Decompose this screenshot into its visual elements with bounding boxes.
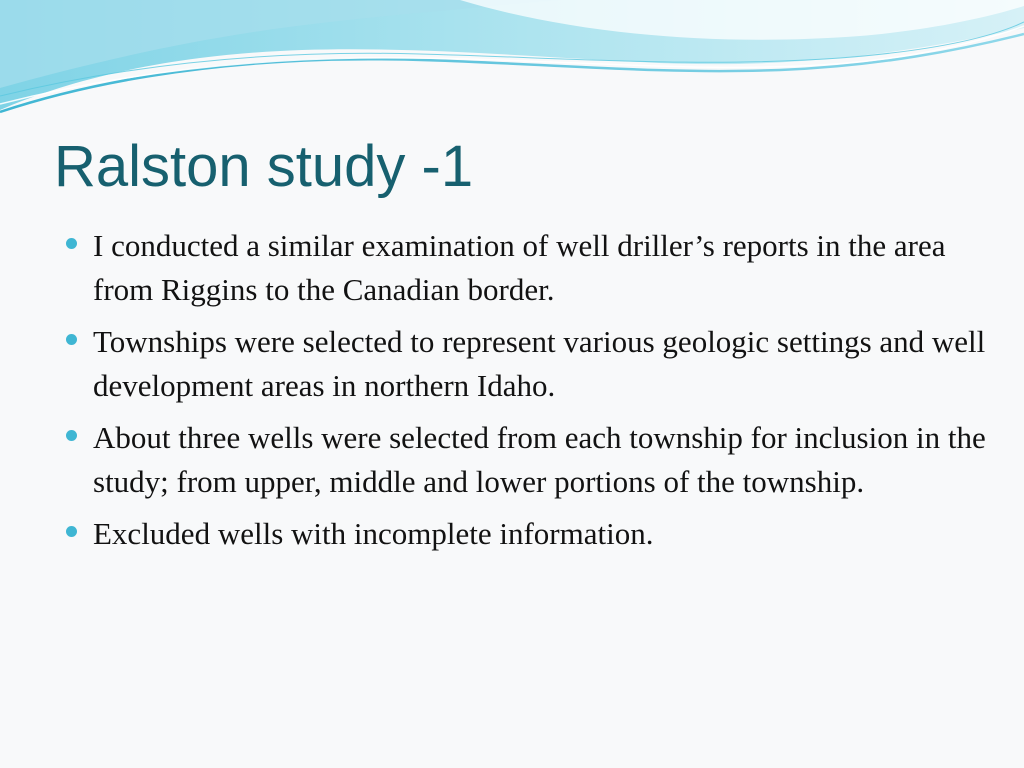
filled-circle-bullet-icon	[66, 334, 77, 345]
bullet-item	[62, 224, 992, 312]
bullet-item	[62, 416, 992, 504]
decorative-wave-header	[0, 0, 1024, 140]
bullet-text: I conducted a similar examination of well driller’s reports in the area from Riggins to the Canadian border.	[93, 228, 946, 307]
bullet-item	[62, 320, 992, 408]
bullet-text: Townships were selected to represent various geologic settings and well development areas in northern Idaho.	[93, 324, 986, 403]
bullet-list	[62, 224, 992, 564]
bullet-text: Excluded wells with incomplete information.	[93, 516, 654, 551]
slide-title: Ralston study -1	[54, 134, 474, 199]
bullet-item	[62, 512, 992, 556]
filled-circle-bullet-icon	[66, 526, 77, 537]
filled-circle-bullet-icon	[66, 238, 77, 249]
filled-circle-bullet-icon	[66, 430, 77, 441]
bullet-text: About three wells were selected from each township for inclusion in the study; from upper, middle and lower portions of the township.	[93, 420, 986, 499]
